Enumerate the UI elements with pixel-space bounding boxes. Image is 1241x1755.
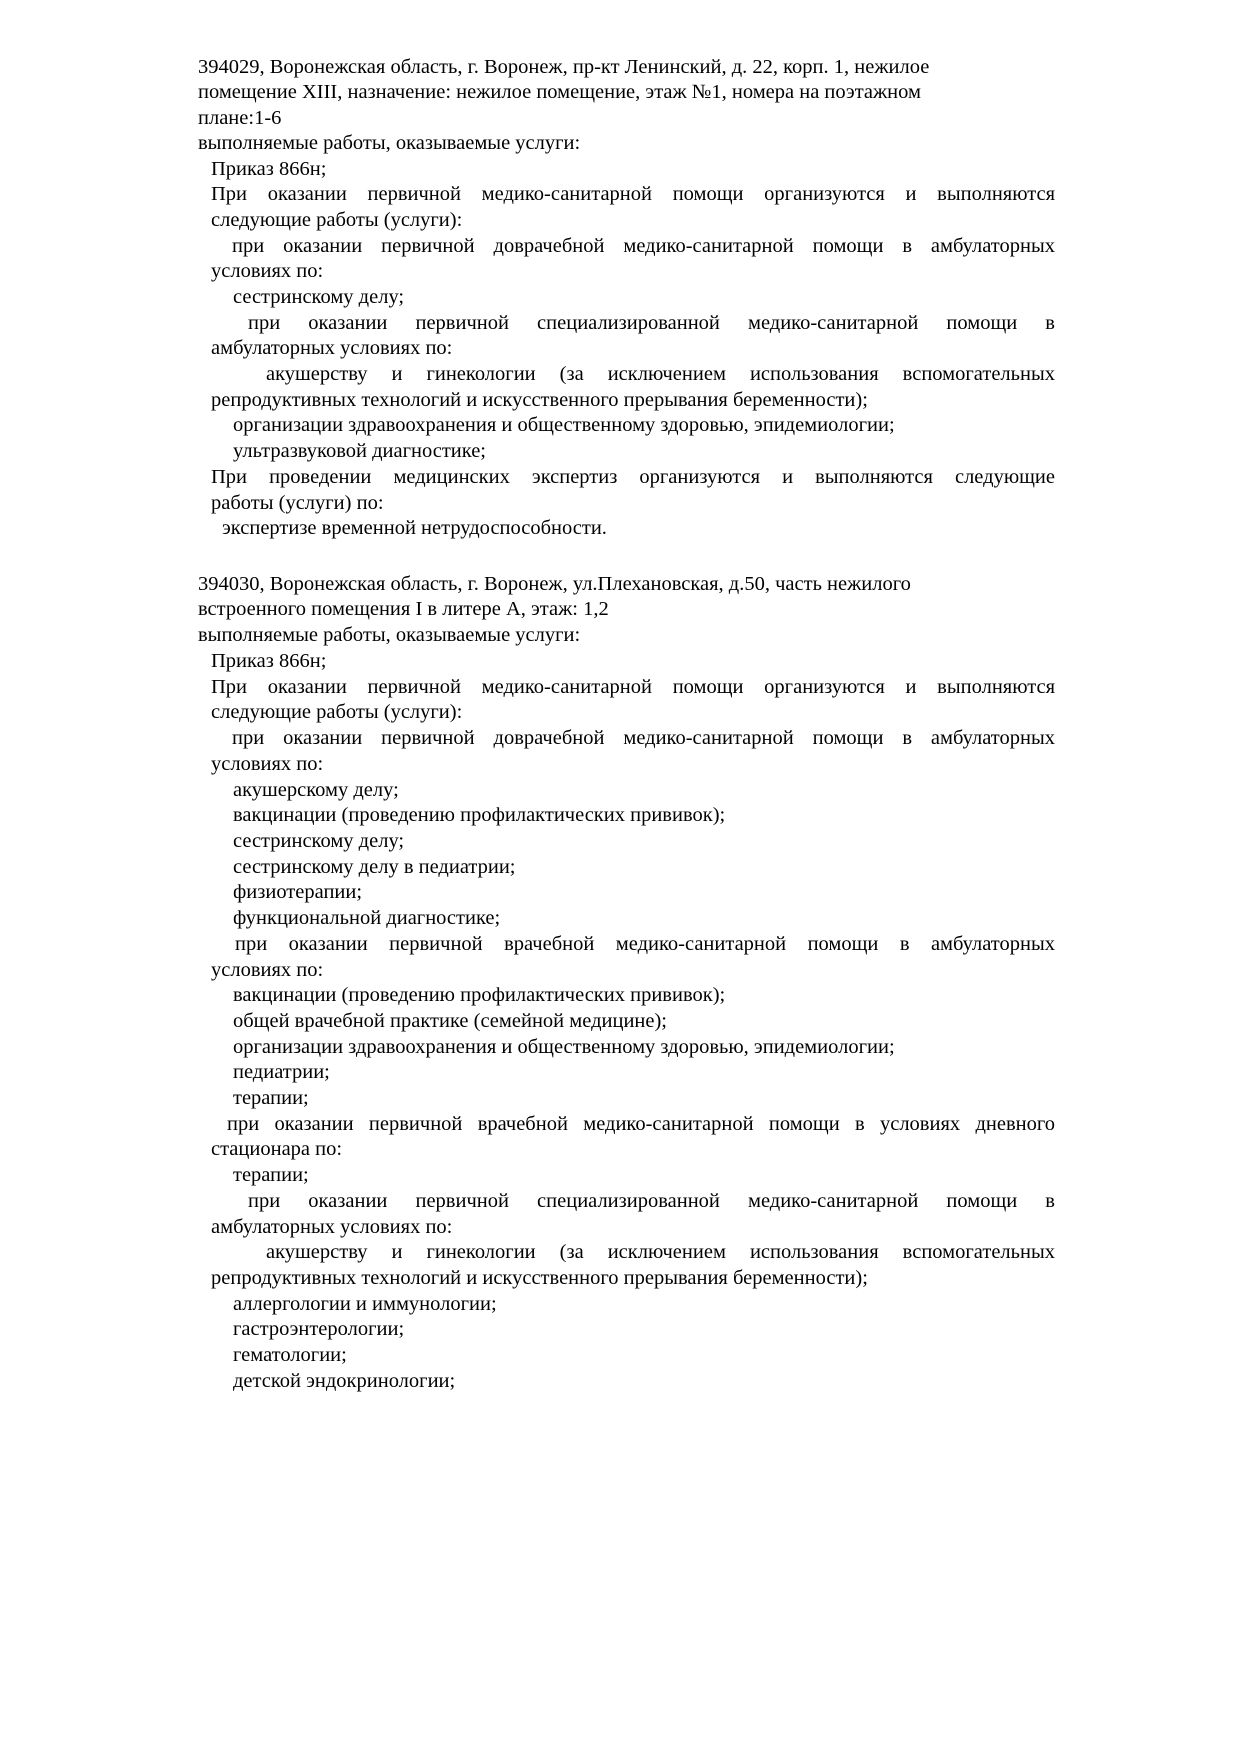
paragraph-line: при оказании первичной доврачебной медико-санитарной помощи в амбулаторных bbox=[232, 727, 1055, 749]
list-item: вакцинации (проведению профилактических прививок); bbox=[233, 804, 726, 826]
list-item: общей врачебной практике (семейной медицине); bbox=[233, 1010, 668, 1032]
address-line: помещение XIII, назначение: нежилое помещение, этаж №1, номера на поэтажном bbox=[198, 81, 921, 103]
order-ref: Приказ 866н; bbox=[211, 650, 327, 672]
paragraph-line: при оказании первичной доврачебной медико-санитарной помощи в амбулаторных bbox=[232, 235, 1055, 257]
list-item: педиатрии; bbox=[233, 1061, 330, 1083]
list-item: терапии; bbox=[233, 1164, 309, 1186]
list-item: ультразвуковой диагностике; bbox=[233, 440, 486, 462]
list-item: аллергологии и иммунологии; bbox=[233, 1293, 497, 1315]
list-item: гематологии; bbox=[233, 1344, 347, 1366]
paragraph-line: стационара по: bbox=[211, 1138, 343, 1160]
list-item: акушерству и гинекологии (за исключением использования вспомогательных bbox=[266, 1241, 1055, 1263]
list-item: сестринскому делу; bbox=[233, 830, 405, 852]
list-item: гастроэнтерологии; bbox=[233, 1318, 405, 1340]
list-item: детской эндокринологии; bbox=[233, 1370, 456, 1392]
list-item: экспертизе временной нетрудоспособности. bbox=[222, 517, 607, 539]
paragraph-line: при оказании первичной врачебной медико-санитарной помощи в условиях дневного bbox=[227, 1113, 1055, 1135]
address-line: 394029, Воронежская область, г. Воронеж, пр-кт Ленинский, д. 22, корп. 1, нежилое bbox=[198, 56, 930, 78]
list-item: акушерству и гинекологии (за исключением использования вспомогательных bbox=[266, 363, 1055, 385]
paragraph-line: При проведении медицинских экспертиз организуются и выполняются следующие bbox=[211, 466, 1055, 488]
list-item: организации здравоохранения и общественному здоровью, эпидемиологии; bbox=[233, 414, 895, 436]
paragraph-line: работы (услуги) по: bbox=[211, 492, 384, 514]
list-item: сестринскому делу в педиатрии; bbox=[233, 856, 516, 878]
list-item: акушерскому делу; bbox=[233, 779, 399, 801]
list-item: физиотерапии; bbox=[233, 881, 363, 903]
paragraph-line: условиях по: bbox=[211, 959, 324, 981]
address-line: плане:1-6 bbox=[198, 107, 282, 129]
paragraph-line: следующие работы (услуги): bbox=[211, 209, 463, 231]
list-item: терапии; bbox=[233, 1087, 309, 1109]
paragraph-line: следующие работы (услуги): bbox=[211, 701, 463, 723]
list-item: вакцинации (проведению профилактических прививок); bbox=[233, 984, 726, 1006]
paragraph-line: условиях по: bbox=[211, 260, 324, 282]
address-line: встроенного помещения I в литере А, этаж: 1,2 bbox=[198, 598, 609, 620]
paragraph-line: амбулаторных условиях по: bbox=[211, 337, 453, 359]
list-item: организации здравоохранения и общественному здоровью, эпидемиологии; bbox=[233, 1036, 895, 1058]
list-item: репродуктивных технологий и искусственного прерывания беременности); bbox=[211, 1267, 868, 1289]
paragraph-line: амбулаторных условиях по: bbox=[211, 1216, 453, 1238]
works-label: выполняемые работы, оказываемые услуги: bbox=[198, 624, 581, 646]
list-item: сестринскому делу; bbox=[233, 286, 405, 308]
address-line: 394030, Воронежская область, г. Воронеж, ул.Плехановская, д.50, часть нежилого bbox=[198, 573, 911, 595]
works-label: выполняемые работы, оказываемые услуги: bbox=[198, 132, 581, 154]
paragraph-line: при оказании первичной специализированной медико-санитарной помощи в bbox=[248, 312, 1055, 334]
paragraph-line: при оказании первичной специализированной медико-санитарной помощи в bbox=[248, 1190, 1055, 1212]
list-item: функциональной диагностике; bbox=[233, 907, 501, 929]
list-item: репродуктивных технологий и искусственного прерывания беременности); bbox=[211, 389, 868, 411]
paragraph-line: условиях по: bbox=[211, 753, 324, 775]
order-ref: Приказ 866н; bbox=[211, 158, 327, 180]
paragraph-line: При оказании первичной медико-санитарной помощи организуются и выполняются bbox=[211, 183, 1055, 205]
paragraph-line: при оказании первичной врачебной медико-санитарной помощи в амбулаторных bbox=[235, 933, 1055, 955]
paragraph-line: При оказании первичной медико-санитарной помощи организуются и выполняются bbox=[211, 676, 1055, 698]
